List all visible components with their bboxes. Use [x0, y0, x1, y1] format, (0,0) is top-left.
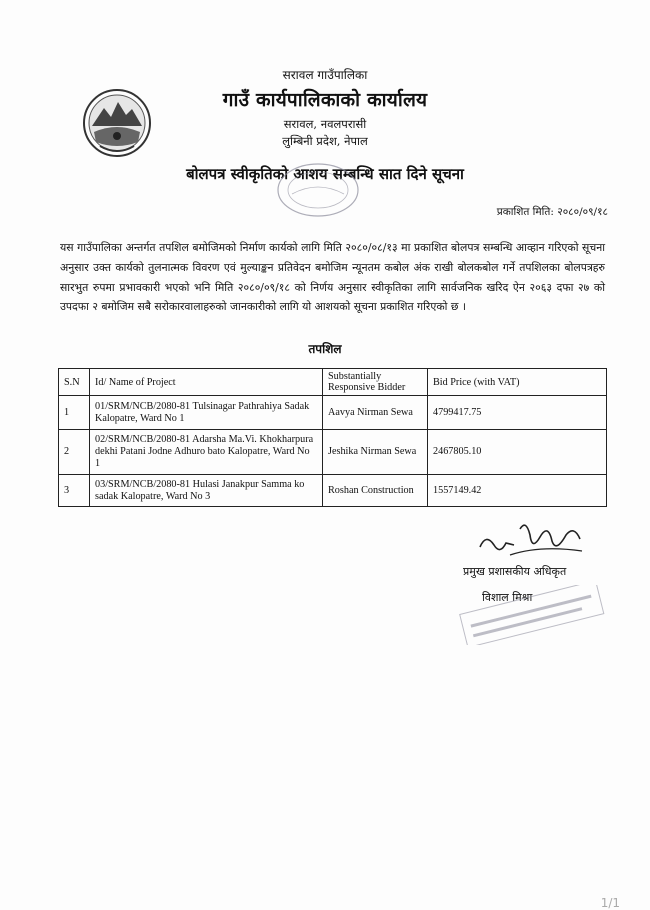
signatory-name: विशाल मिश्रा: [482, 591, 533, 604]
row-price: 4799417.75: [428, 396, 607, 430]
page-counter: 1/1: [600, 896, 620, 910]
table-row: [59, 396, 607, 430]
address-line-1: सरावल, नवलपरासी: [283, 117, 367, 131]
row-project: 01/SRM/NCB/2080-81 Tulsinagar Pathrahiya Sadak Kalopatre, Ward No 1: [90, 396, 323, 430]
bid-table: [58, 368, 607, 507]
table-row: [59, 430, 607, 475]
row-bidder: Aavya Nirman Sewa: [323, 396, 428, 430]
header-bidder: Substantially Responsive Bidder: [323, 369, 428, 396]
address-line-2: लुम्बिनी प्रदेश, नेपाल: [282, 134, 368, 148]
header-price: Bid Price (with VAT): [428, 369, 607, 396]
notice-body: यस गाउँपालिका अन्तर्गत तपशिल बमोजिमको निर्माण कार्यको लागि मिति २०८०/०८/१३ मा प्रकाशित बोलपत्र सम्बन्धि आव्हान गरिएको सूचना अनुसार उक्त कार्यको तुलनात्मक विवरण एवं मुल्याङ्कन प्रतिवेदन बमोजिम न्यूनतम कबोल अंक राखी बोलकबोल गर्ने तपशिलका बोलपत्रहरु सारभुत रुपमा प्रभावकारी भएको भनि मिति २०८०/०९/१८ को निर्णय अनुसार स्वीकृतिका लागि सार्वजनिक खरिद ऐन २०६३ दफा २७ को उपदफा २ बमोजिम सबै सरोकारवालाहरुको जानकारीको लागि यो आशयको सूचना प्रकाशित गरिएको छ ।: [60, 241, 605, 314]
table-heading: तपशिल: [308, 342, 342, 356]
row-price: 1557149.42: [428, 475, 607, 507]
signature-icon: [470, 515, 590, 565]
row-sn: 2: [59, 430, 90, 475]
header-sn: S.N: [59, 369, 90, 396]
signatory-designation: प्रमुख प्रशासकीय अधिकृत: [463, 565, 567, 578]
row-project: 02/SRM/NCB/2080-81 Adarsha Ma.Vi. Khokharpura dekhi Patani Jodne Adhuro bato Kalopatre, Ward No 1: [90, 430, 323, 475]
row-bidder: Roshan Construction: [323, 475, 428, 507]
row-sn: 1: [59, 396, 90, 430]
row-project: 03/SRM/NCB/2080-81 Hulasi Janakpur Samma ko sadak Kalopatre, Ward No 3: [90, 475, 323, 507]
table-header-row: [59, 369, 607, 396]
table-row: [59, 475, 607, 507]
rubber-stamp-icon: [452, 585, 612, 645]
row-sn: 3: [59, 475, 90, 507]
office-title: गाउँ कार्यपालिकाको कार्यालय: [222, 89, 428, 111]
notice-title: बोलपत्र स्वीकृतिको आशय सम्बन्धि सात दिने सूचना: [186, 165, 464, 183]
office-stamp-icon: [258, 158, 378, 220]
header-project: Id/ Name of Project: [90, 369, 323, 396]
row-price: 2467805.10: [428, 430, 607, 475]
published-date: प्रकाशित मिति: २०८०/०९/१८: [496, 206, 608, 218]
municipality-name: सरावल गाउँपालिका: [282, 68, 368, 82]
row-bidder: Jeshika Nirman Sewa: [323, 430, 428, 475]
